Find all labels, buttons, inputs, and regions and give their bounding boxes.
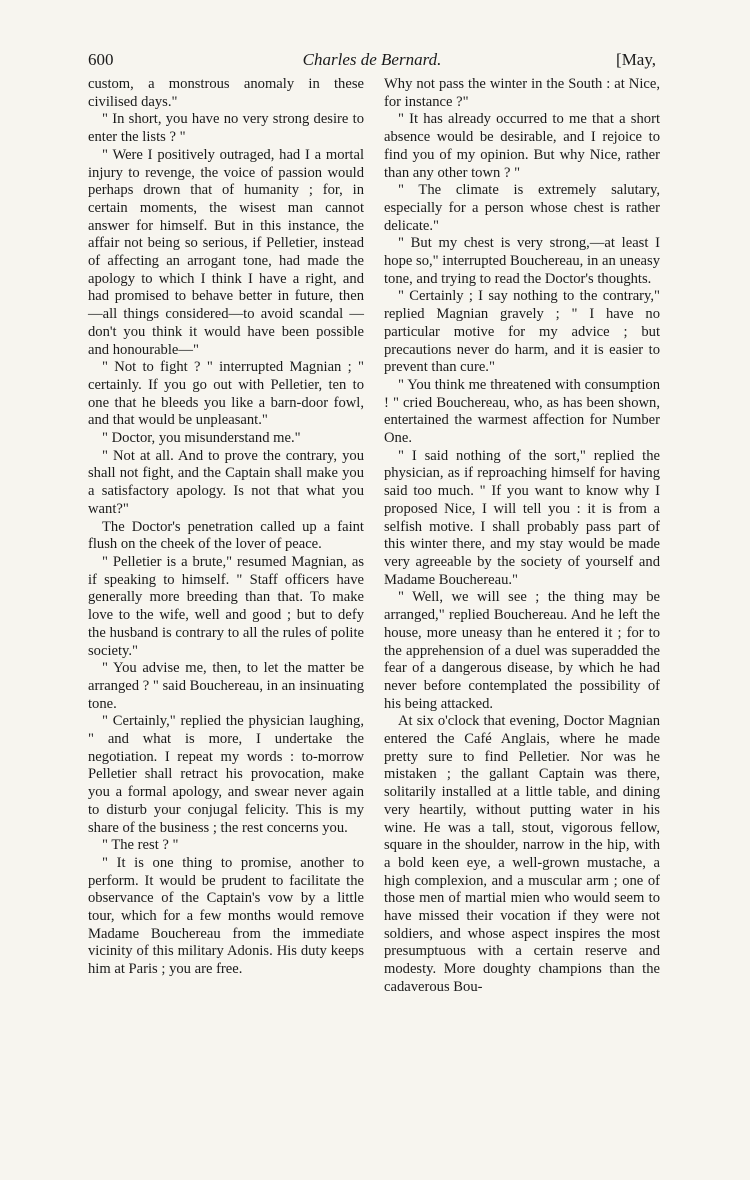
running-title: Charles de Bernard. <box>302 50 442 69</box>
running-header <box>88 50 656 74</box>
paragraph: " Certainly ; I say nothing to the contrary," replied Magnian gravely ; " I have no particular motive for my advice ; but precautions never do harm, and it is easier to prevent than cure." <box>384 288 660 376</box>
paragraph: " Well, we will see ; the thing may be arranged," replied Bouchereau. And he left the house, more uneasy than he entered it ; for to the apprehension of a duel was superadded the fear of a dangerous disease, by which he had never before contemplated the possibility of his being attacked. <box>384 589 660 712</box>
running-month: [May, <box>616 50 656 69</box>
paragraph: custom, a monstrous anomaly in these civilised days." <box>88 76 364 110</box>
left-column <box>88 76 364 979</box>
paragraph: " I said nothing of the sort," replied the physician, as if reproaching himself for having said too much. " If you want to know why I proposed Nice, I will tell you : it is from a selfish motive. I shall probably pass part of this winter there, and my stay would be made very agreeable by the society of yourself and Madame Bouchereau." <box>384 447 660 588</box>
page-number: 600 <box>88 50 114 69</box>
paragraph: " But my chest is very strong,—at least I hope so," interrupted Bouchereau, in an uneasy tone, and trying to read the Doctor's thoughts. <box>384 235 660 287</box>
paragraph: " You think me threatened with consumption ! " cried Bouchereau, who, as has been shown, entertained the warmest affection for Number One. <box>384 376 660 447</box>
paragraph: Why not pass the winter in the South : at Nice, for instance ?" <box>384 76 660 110</box>
paragraph: " Doctor, you misunderstand me." <box>102 430 301 447</box>
paragraph: " Pelletier is a brute," resumed Magnian, as if speaking to himself. " Staff officers have generally more breeding than that. To make love to the wife, well and good ; but to defy the husband is contrary to all the rules of polite society." <box>88 553 364 659</box>
paragraph: " It is one thing to promise, another to perform. It would be prudent to facilitate the observance of the Captain's vow by a little tour, which for a few months would remove Madame Bouchereau from the immediate vicinity of this military Adonis. His duty keeps him at Paris ; you are free. <box>88 854 364 978</box>
paragraph: " Were I positively outraged, had I a mortal injury to revenge, the voice of passion would perhaps drown that of humanity ; for, in certain moments, the wisest man cannot answer for himself. But in this instance, the affair not being so serious, if Pelletier, instead of affecting an arrogant tone, had made the apology to which I think I have a right, and had promised to behave better in future, then—all things considered—to avoid scandal —don't you think it would have been possible and honourable—" <box>88 146 364 358</box>
paragraph: " Not at all. And to prove the contrary, you shall not fight, and the Captain shall make you a satisfactory apology. Is not that what you want?" <box>88 447 364 517</box>
paragraph: " The climate is extremely salutary, especially for a person whose chest is rather delicate." <box>384 182 660 234</box>
right-column <box>384 76 660 997</box>
paragraph: The Doctor's penetration called up a faint flush on the cheek of the lover of peace. <box>88 518 364 553</box>
paragraph: " It has already occurred to me that a short absence would be desirable, and I rejoice to find you of my opinion. But why Nice, rather than any other town ? " <box>384 111 660 181</box>
paragraph: " The rest ? " <box>102 837 179 854</box>
paragraph: At six o'clock that evening, Doctor Magnian entered the Café Anglais, where he made pretty sure to find Pelletier. Nor was he mistaken ; the gallant Captain was there, solitarily installed at a little table, and dining very heartily, without putting water in his wine. He was a tall, stout, vigorous fellow, square in the shoulder, narrow in the hip, with a bold keen eye, a well-grown mustache, a high complexion, and a muscular arm ; one of those men of martial mien who would seem to have missed their vocation if they were not soldiers, and whose aspect inspires the most presumptuous with a certain reserve and modesty. More doughty champions than the cadaverous Bou- <box>384 713 660 995</box>
paragraph: " Certainly," replied the physician laughing, " and what is more, I undertake the negotiation. I repeat my words : to-morrow Pelletier shall retract his provocation, make you a formal apology, and swear never again to disturb your conjugal felicity. This is my share of the business ; the rest concerns you. <box>88 713 364 836</box>
paragraph: " You advise me, then, to let the matter be arranged ? " said Bouchereau, in an insinuating tone. <box>88 660 364 712</box>
paragraph: " Not to fight ? " interrupted Magnian ; " certainly. If you go out with Pelletier, ten to one that he bleeds you like a barn-door fowl, and that would be unpleasant." <box>88 359 364 429</box>
paragraph: " In short, you have no very strong desire to enter the lists ? " <box>88 111 364 146</box>
